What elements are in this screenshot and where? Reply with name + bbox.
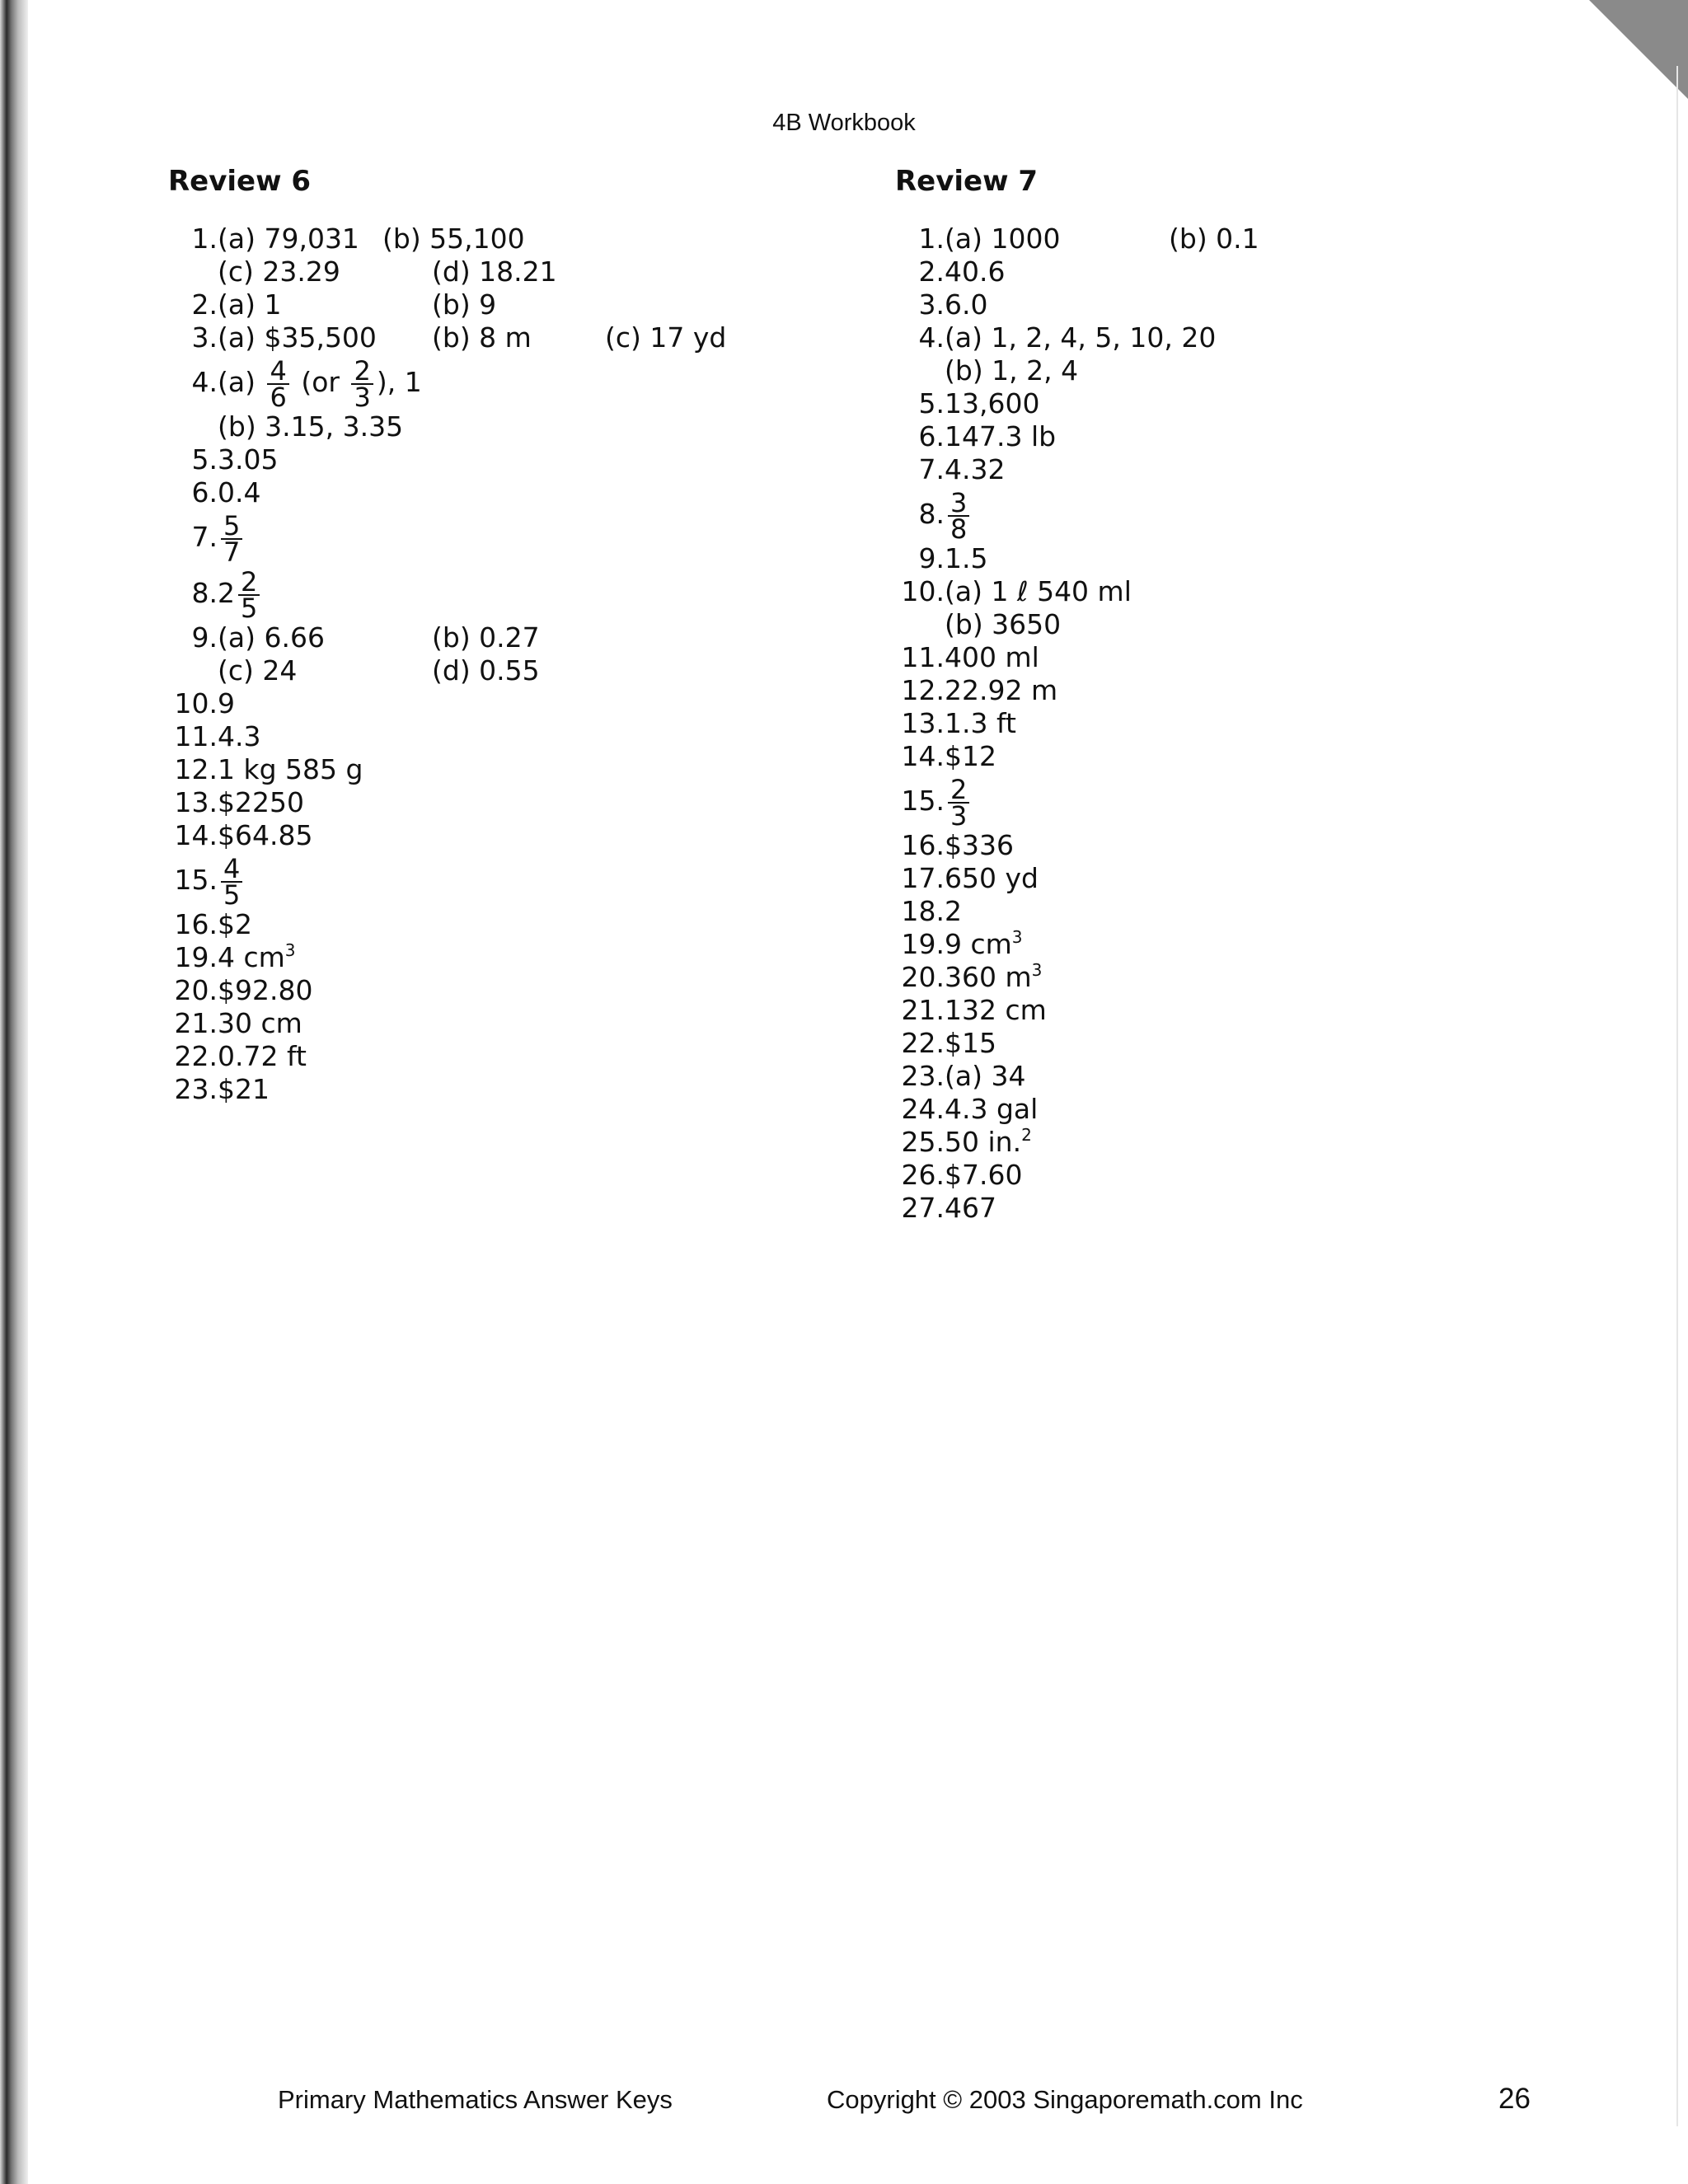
answer-part: (b) 55,100 [382,223,525,255]
answer-part: (or [301,366,340,398]
answer-number: 23. [174,1073,218,1105]
answer-row [168,255,557,288]
answer-number: 6. [918,420,945,452]
footer-copyright: Copyright © 2003 Singaporemath.com Inc [827,2085,1303,2114]
answer-number: 10. [174,687,218,719]
answer-part: 0.4 [218,476,261,509]
page-number: 26 [1498,2083,1531,2115]
answer-part: $2250 [218,786,304,818]
scan-binding-edge [0,0,28,2184]
answer-part: (b) 8 m [432,321,532,354]
answer-row [895,608,1062,641]
answer-part: 4.32 [945,453,1006,485]
answer-part: (b) 1, 2, 4 [945,354,1079,387]
answer-part: $92.80 [218,974,313,1006]
answer-row [895,773,1038,832]
scan-right-edge [1676,66,1678,2126]
answer-part: 400 ml [945,641,1039,673]
answer-part: (d) 18.21 [432,255,557,288]
answer-row [895,928,1038,961]
answer-part: $336 [945,829,1014,861]
fraction: $\frac{3}{8}$ [948,490,969,541]
answer-number: 11. [901,641,945,673]
answer-part: (a) 1 [218,288,282,321]
fraction: $\frac{2}{3}$ [948,777,969,828]
exponent: 2 [1021,1125,1032,1145]
answer-number: 1. [191,223,218,255]
answer-row [895,1027,1038,1060]
review-7-column [895,165,1259,1225]
answer-part: (a) 1 ℓ 540 ml [945,575,1132,607]
answer-row [168,687,311,720]
answer-part: 2 [218,577,235,609]
answer-row [168,1040,311,1073]
answer-row [895,994,1047,1027]
answer-row [895,1159,1038,1192]
review-7-title: Review 7 [895,165,1039,198]
answer-part: 9 [218,687,235,719]
answer-part: (a) 1, 2, 4, 5, 10, 20 [945,321,1217,354]
answer-part: (b) 3650 [945,608,1062,640]
answer-part: 4 cm [218,941,285,973]
answer-part: 147.3 lb [945,420,1057,452]
answer-number: 13. [174,786,218,818]
answer-part: 40.6 [945,255,1006,288]
answer-row [895,1126,1038,1159]
answer-number: 15. [901,785,945,817]
answer-row [895,255,1038,288]
answer-number: 19. [174,941,218,973]
answer-part: (c) 17 yd [605,321,727,354]
answer-number: 20. [174,974,218,1006]
answer-number: 4. [918,321,945,354]
answer-number: 15. [174,864,218,896]
answer-part: $2 [218,908,252,940]
answer-number: 21. [174,1007,218,1039]
answer-part: 650 yd [945,862,1039,894]
fraction: $\frac{5}{7}$ [221,513,242,565]
answer-number: 6. [191,476,218,509]
answer-part: 3.05 [218,443,279,476]
answer-part: $12 [945,740,996,772]
answer-part: 1.5 [945,542,988,574]
answer-part: (b) 3.15, 3.35 [218,410,404,443]
answer-row [895,354,1079,387]
answer-part: ), 1 [376,366,422,398]
answer-part: (a) 6.66 [218,621,325,654]
answer-row [168,941,311,974]
answer-number: 4. [191,366,218,398]
answer-row [895,1060,1038,1093]
exponent: 3 [284,940,296,960]
answer-row [168,223,525,255]
answer-number: 2. [918,255,945,288]
page-header: 4B Workbook [772,110,916,136]
answer-row [168,321,727,354]
answer-row [895,1093,1038,1126]
fraction: $\frac{4}{6}$ [267,359,288,410]
answer-number: 19. [901,928,945,960]
answer-part: 4.3 gal [945,1093,1039,1125]
answer-row [895,575,1132,608]
answer-row [168,509,311,568]
answer-part: (a) [218,366,256,398]
answer-number: 3. [918,288,945,321]
answer-row [895,420,1057,453]
answer-number: 7. [918,453,945,485]
answer-number: 14. [174,819,218,851]
review-6-column [168,165,727,1106]
answer-row [895,895,1038,928]
answer-row [895,862,1038,895]
answer-number: 16. [174,908,218,940]
answer-number: 18. [901,895,945,927]
answer-row [168,1073,311,1106]
answer-part: (c) 24 [218,654,298,687]
answer-row [168,654,540,687]
exponent: 3 [1011,927,1023,947]
answer-row [895,707,1038,740]
answer-number: 8. [918,498,945,530]
answer-number: 23. [901,1060,945,1092]
answer-number: 20. [901,961,945,993]
exponent: 3 [1031,960,1043,980]
answer-part: 1 kg 585 g [218,753,363,785]
footer-title: Primary Mathematics Answer Keys [278,2085,673,2114]
answer-part: 6.0 [945,288,988,321]
answer-part: (b) 0.1 [1169,223,1259,255]
answer-number: 2. [191,288,218,321]
answer-number: 26. [901,1159,945,1191]
answer-part: $15 [945,1027,996,1059]
answer-row [895,960,1043,994]
answer-number: 5. [918,387,945,419]
answer-part: 132 cm [945,994,1047,1026]
answer-number: 25. [901,1126,945,1158]
answer-number: 12. [901,674,945,706]
answer-row [168,443,311,476]
answer-part: 360 m [945,961,1032,993]
answer-number: 11. [174,720,218,752]
answer-part: (a) 1000 [945,223,1061,255]
answer-row [895,740,1038,773]
answer-number: 12. [174,753,218,785]
answer-row [168,621,540,654]
answer-part: 4.3 [218,720,261,752]
answer-part: 1.3 ft [945,707,1016,739]
answer-number: 24. [901,1093,945,1125]
answer-part: (a) 79,031 [218,223,359,255]
answer-number: 7. [191,521,218,553]
answer-number: 21. [901,994,945,1026]
answer-number: 17. [901,862,945,894]
answer-part: 22.92 m [945,674,1058,706]
answer-part: (a) $35,500 [218,321,377,354]
answer-row [168,565,311,624]
answer-part: $64.85 [218,819,313,851]
answer-row [168,974,311,1007]
answer-part: 0.72 ft [218,1040,307,1072]
answer-number: 5. [191,443,218,476]
answer-part: $7.60 [945,1159,1023,1191]
answer-part: 9 cm [945,928,1012,960]
answer-row [895,486,1038,545]
answer-row [168,354,422,413]
answer-number: 8. [191,577,218,609]
answer-row [168,476,311,509]
page-corner-fold [1589,0,1688,99]
answer-row [168,908,311,941]
answer-row [895,387,1038,420]
answer-row [895,288,1038,321]
answer-row [168,753,363,786]
answer-number: 14. [901,740,945,772]
answer-part: $21 [218,1073,270,1105]
answer-row [168,819,311,852]
answer-row [895,542,1038,575]
answer-number: 3. [191,321,218,354]
answer-number: 27. [901,1192,945,1224]
answer-part: 50 in. [945,1126,1022,1158]
answer-number: 22. [901,1027,945,1059]
answer-part: 30 cm [218,1007,302,1039]
answer-part: 467 [945,1192,996,1224]
fraction: $\frac{4}{5}$ [221,856,242,907]
answer-row [895,1192,1038,1225]
answer-row [168,410,404,443]
answer-number: 1. [918,223,945,255]
answer-part: (b) 9 [432,288,497,321]
answer-row [895,674,1058,707]
answer-row [895,641,1038,674]
answer-number: 9. [191,621,218,654]
answer-part: (a) 34 [945,1060,1026,1092]
answer-row [895,453,1038,486]
fraction: $\frac{2}{3}$ [351,359,373,410]
answer-part: 2 [945,895,962,927]
answer-row [168,720,311,753]
answer-number: 16. [901,829,945,861]
answer-part: (d) 0.55 [432,654,540,687]
answer-row [168,786,311,819]
answer-row [168,852,311,911]
answer-number: 13. [901,707,945,739]
answer-part: (c) 23.29 [218,255,340,288]
answer-number: 22. [174,1040,218,1072]
answer-part: 13,600 [945,387,1040,419]
review-6-title: Review 6 [168,165,312,198]
answer-row [168,288,497,321]
answer-row [895,829,1038,862]
answer-row [895,321,1217,354]
answer-row [168,1007,311,1040]
answer-number: 9. [918,542,945,574]
fraction: $\frac{2}{5}$ [238,569,260,621]
answer-row [895,223,1259,255]
answer-part: (b) 0.27 [432,621,540,654]
answer-number: 10. [901,575,945,607]
